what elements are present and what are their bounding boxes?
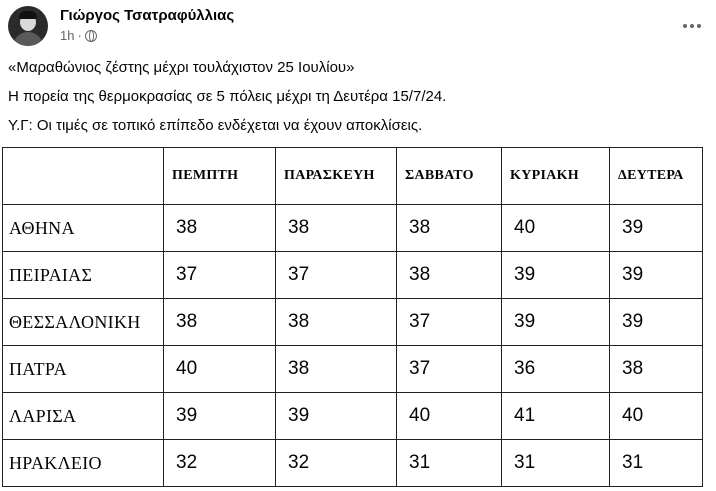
header-cell-empty — [3, 148, 164, 205]
temp-cell: 38 — [397, 252, 502, 299]
header-cell-friday: ΠΑΡΑΣΚΕΥΗ — [276, 148, 397, 205]
temp-cell: 32 — [164, 440, 276, 487]
city-cell: ΗΡΑΚΛΕΙΟ — [3, 440, 164, 487]
more-options-button[interactable] — [676, 10, 708, 42]
globe-icon[interactable] — [85, 30, 97, 42]
header-cell-thursday: ΠΕΜΠΤΗ — [164, 148, 276, 205]
temp-cell: 39 — [502, 299, 610, 346]
temp-cell: 39 — [502, 252, 610, 299]
temp-cell: 38 — [397, 205, 502, 252]
post-line-description: Η πορεία της θερμοκρασίας σε 5 πόλεις μέχρι τη Δευτέρα 15/7/24. — [8, 88, 447, 105]
table-row — [3, 440, 703, 487]
city-cell: ΘΕΣΣΑΛΟΝΙΚΗ — [3, 299, 164, 346]
temp-cell: 40 — [164, 346, 276, 393]
table-header-row — [3, 148, 703, 205]
temp-cell: 39 — [164, 393, 276, 440]
post-line-title: «Μαραθώνιος ζέστης μέχρι τουλάχιστον 25 Ιουλίου» — [8, 59, 355, 76]
temp-cell: 39 — [610, 205, 703, 252]
temp-cell: 38 — [610, 346, 703, 393]
temp-cell: 31 — [502, 440, 610, 487]
temp-cell: 37 — [276, 252, 397, 299]
temp-cell: 31 — [397, 440, 502, 487]
temp-cell: 40 — [502, 205, 610, 252]
city-cell: ΛΑΡΙΣΑ — [3, 393, 164, 440]
temp-cell: 38 — [164, 205, 276, 252]
city-cell: ΑΘΗΝΑ — [3, 205, 164, 252]
header-cell-saturday: ΣΑΒΒΑΤΟ — [397, 148, 502, 205]
temp-cell: 40 — [610, 393, 703, 440]
temp-cell: 36 — [502, 346, 610, 393]
temp-cell: 37 — [164, 252, 276, 299]
city-cell: ΠΕΙΡΑΙΑΣ — [3, 252, 164, 299]
temp-cell: 38 — [276, 299, 397, 346]
temp-cell: 31 — [610, 440, 703, 487]
header-cell-monday: ΔΕΥΤΕΡΑ — [610, 148, 703, 205]
table-row — [3, 299, 703, 346]
temp-cell: 40 — [397, 393, 502, 440]
author-name[interactable]: Γιώργος Τσατραφύλλιας — [60, 7, 235, 24]
temp-cell: 38 — [164, 299, 276, 346]
temp-cell: 38 — [276, 346, 397, 393]
temp-cell: 32 — [276, 440, 397, 487]
post-text — [8, 58, 446, 145]
temp-cell: 37 — [397, 346, 502, 393]
header-cell-sunday: ΚΥΡΙΑΚΗ — [502, 148, 610, 205]
temp-cell: 39 — [276, 393, 397, 440]
post-header — [8, 6, 708, 46]
temp-cell: 39 — [610, 252, 703, 299]
avatar[interactable] — [8, 6, 48, 46]
post-meta: 1h · — [60, 28, 97, 43]
table-row — [3, 252, 703, 299]
table-row — [3, 346, 703, 393]
temp-cell: 37 — [397, 299, 502, 346]
temp-cell: 39 — [610, 299, 703, 346]
post-time[interactable]: 1h — [60, 28, 75, 43]
temp-cell: 41 — [502, 393, 610, 440]
temp-cell: 38 — [276, 205, 397, 252]
table-row — [3, 393, 703, 440]
table-row — [3, 205, 703, 252]
post-line-note: Υ.Γ: Οι τιμές σε τοπικό επίπεδο ενδέχεται να έχουν αποκλίσεις. — [8, 117, 423, 134]
city-cell: ΠΑΤΡΑ — [3, 346, 164, 393]
temperature-table-image[interactable] — [2, 147, 714, 487]
temperature-table — [2, 147, 703, 487]
